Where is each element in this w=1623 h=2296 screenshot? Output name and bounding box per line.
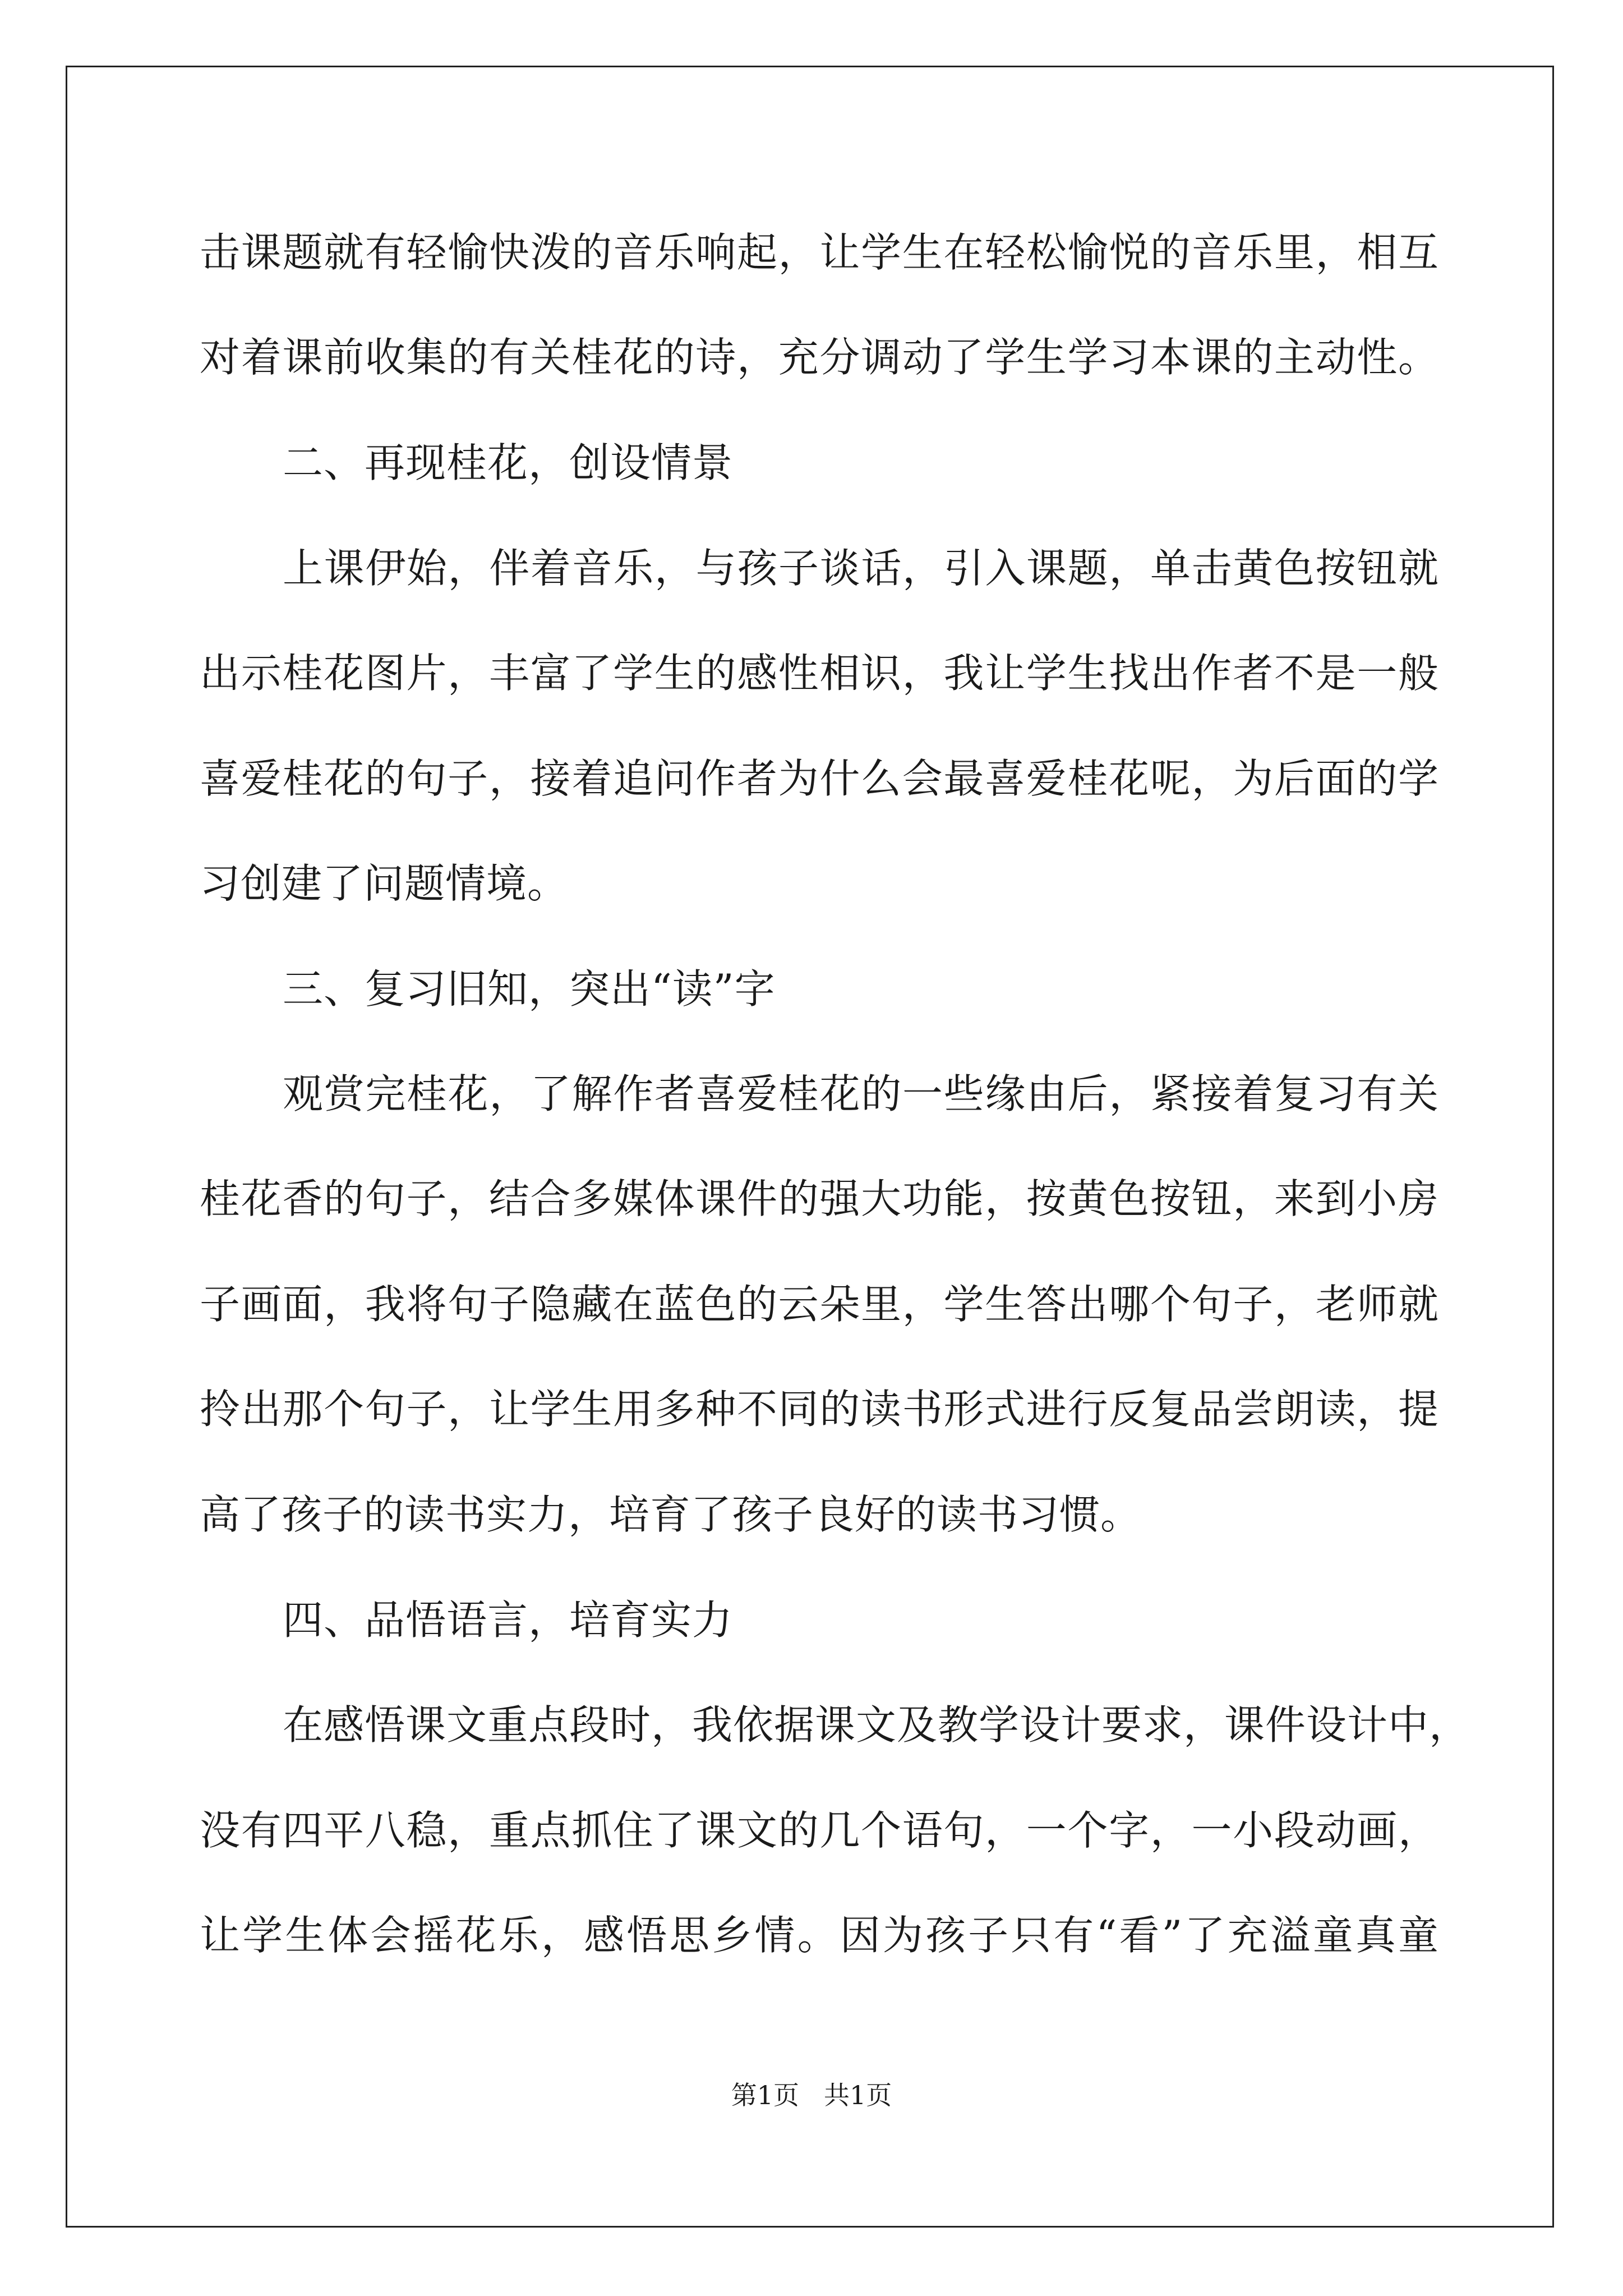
text-line: 习创建了问题情境。	[200, 860, 569, 907]
text-line: 桂花香的句子，结合多媒体课件的强大功能，按黄色按钮，来到小房	[200, 1175, 1439, 1222]
text-line: 拎出那个句子，让学生用多种不同的读书形式进行反复品尝朗读，提	[200, 1386, 1439, 1433]
page-number: 第1页	[731, 2080, 799, 2110]
page-border	[66, 66, 1554, 2228]
text-line: 击课题就有轻愉快泼的音乐响起，让学生在轻松愉悦的音乐里，相互	[200, 229, 1439, 276]
text-line: 上课伊始，伴着音乐，与孩子谈话，引入课题，单击黄色按钮就	[283, 545, 1439, 592]
text-line: 在感悟课文重点段时，我依据课文及教学设计要求，课件设计中，	[283, 1701, 1470, 1749]
text-line: 高了孩子的读书实力，培育了孩子良好的读书习惯。	[200, 1491, 1142, 1538]
section-heading: 二、再现桂花，创设情景	[283, 439, 734, 486]
text-line: 喜爱桂花的句子，接着追问作者为什么会最喜爱桂花呢，为后面的学	[200, 755, 1439, 802]
page-footer	[0, 2078, 1623, 2112]
section-heading: 三、复习旧知，突出“读”字	[283, 965, 776, 1013]
text-line: 对着课前收集的有关桂花的诗，充分调动了学生学习本课的主动性。	[200, 334, 1439, 381]
text-line: 没有四平八稳，重点抓住了课文的几个语句，一个字，一小段动画，	[200, 1807, 1439, 1854]
text-line: 子画面，我将句子隐藏在蓝色的云朵里，学生答出哪个句子，老师就	[200, 1281, 1439, 1328]
section-heading: 四、品悟语言，培育实力	[283, 1596, 734, 1644]
text-line: 出示桂花图片，丰富了学生的感性相识，我让学生找出作者不是一般	[200, 650, 1439, 697]
text-line: 观赏完桂花，了解作者喜爱桂花的一些缘由后，紧接着复习有关	[283, 1070, 1439, 1117]
text-line: 让学生体会摇花乐，感悟思乡情。因为孩子只有“看”了充溢童真童	[200, 1912, 1439, 1959]
page-total: 共1页	[824, 2080, 892, 2110]
